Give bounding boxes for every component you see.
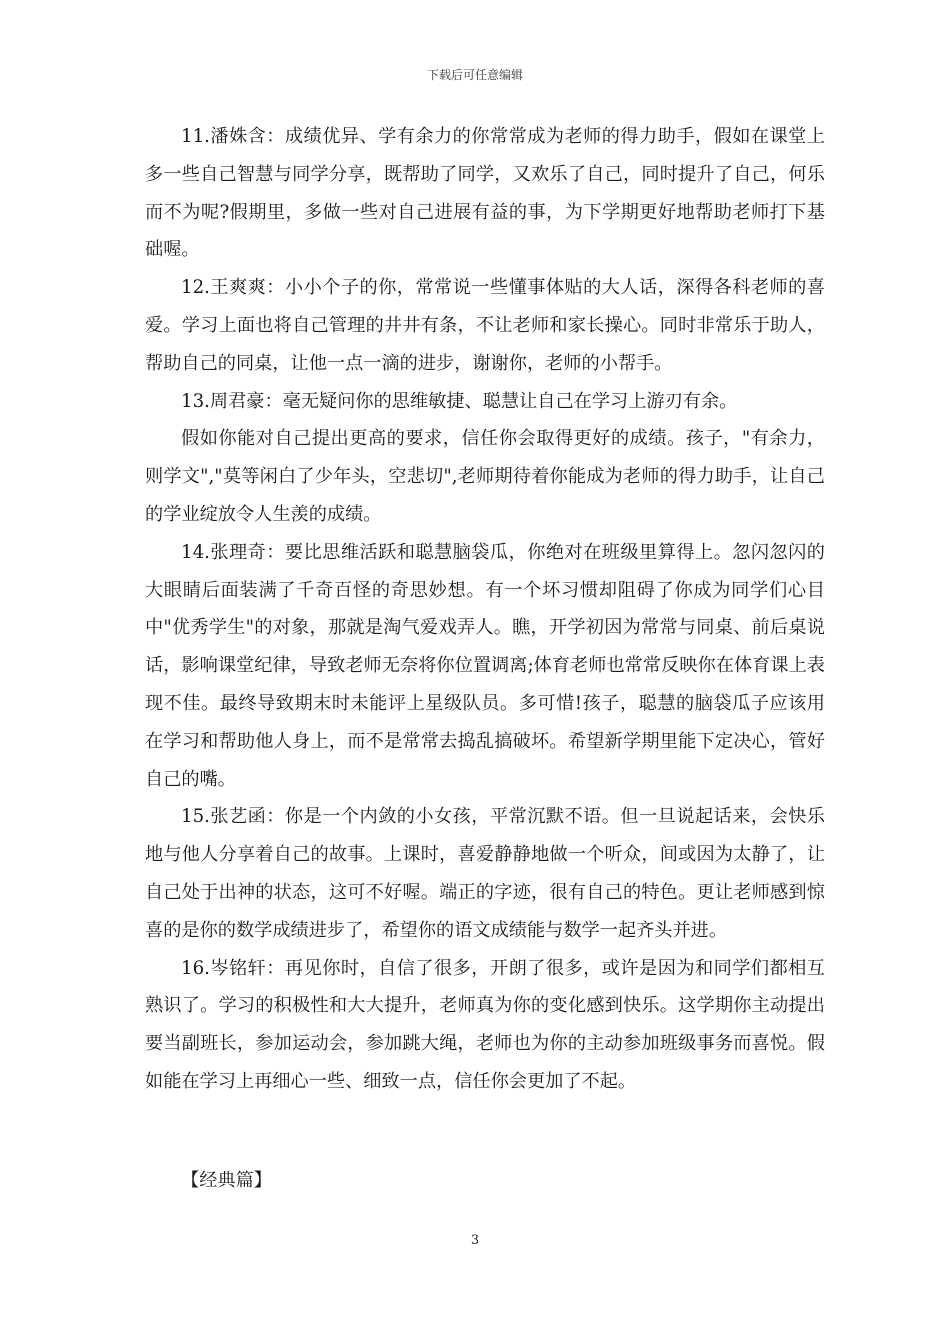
comment-paragraph: 14.张理奇：要比思维活跃和聪慧脑袋瓜，你绝对在班级里算得上。忽闪忽闪的大眼睛后面装满了千奇百怪的奇思妙想。有一个坏习惯却阻碍了你成为同学们心目中"优秀学生"的对象，那就是淘气爱戏弄人。瞧，开学初因为常常与同桌、前后桌说话，影响课堂纪律，导致老师无奈将你位置调离;体育老师也常常反映你在体育课上表现不佳。最终导致期末时未能评上星级队员。多可惜!孩子，聪慧的脑袋瓜子应该用在学习和帮助他人身上，而不是常常去捣乱搞破坏。希望新学期里能下定决心，管好自己的嘴。 <box>145 541 825 790</box>
document-body <box>145 118 825 1101</box>
comment-paragraph: 假如你能对自己提出更高的要求，信任你会取得更好的成绩。孩子，"有余力，则学文","莫等闲白了少年头，空悲切",老师期待着你能成为老师的得力助手，让自己的学业绽放令人生羡的成绩。 <box>145 428 825 525</box>
page-number: 3 <box>470 1233 480 1248</box>
comment-paragraph: 15.张艺函：你是一个内敛的小女孩，平常沉默不语。但一旦说起话来，会快乐地与他人分享着自己的故事。上课时，喜爱静静地做一个听众，间或因为太静了，让自己处于出神的状态，这可不好喔。端正的字迹，很有自己的特色。更让老师感到惊喜的是你的数学成绩进步了，希望你的语文成绩能与数学一起齐头并进。 <box>145 806 825 941</box>
section-heading: 【经典篇】 <box>181 1170 272 1191</box>
comment-paragraph: 11.潘姝含：成绩优异、学有余力的你常常成为老师的得力助手，假如在课堂上多一些自己智慧与同学分享，既帮助了同学，又欢乐了自己，同时提升了自己，何乐而不为呢?假期里，多做一些对自己进展有益的事，为下学期更好地帮助老师打下基础喔。 <box>145 126 825 261</box>
comment-paragraph: 12.王爽爽：小小个子的你，常常说一些懂事体贴的大人话，深得各科老师的喜爱。学习上面也将自己管理的井井有条，不让老师和家长操心。同时非常乐于助人，帮助自己的同桌，让他一点一滴的进步，谢谢你，老师的小帮手。 <box>145 277 825 374</box>
page-header: 下载后可任意编辑 <box>426 68 523 82</box>
comment-paragraph: 13.周君豪：毫无疑问你的思维敏捷、聪慧让自己在学习上游刃有余。 <box>181 390 738 412</box>
comment-paragraph: 16.岑铭轩：再见你时，自信了很多，开朗了很多，或许是因为和同学们都相互熟识了。学习的积极性和大大提升，老师真为你的变化感到快乐。这学期你主动提出要当副班长，参加运动会，参加跳大绳，老师也为你的主动参加班级事务而喜悦。假如能在学习上再细心一些、细致一点，信任你会更加了不起。 <box>145 957 825 1092</box>
